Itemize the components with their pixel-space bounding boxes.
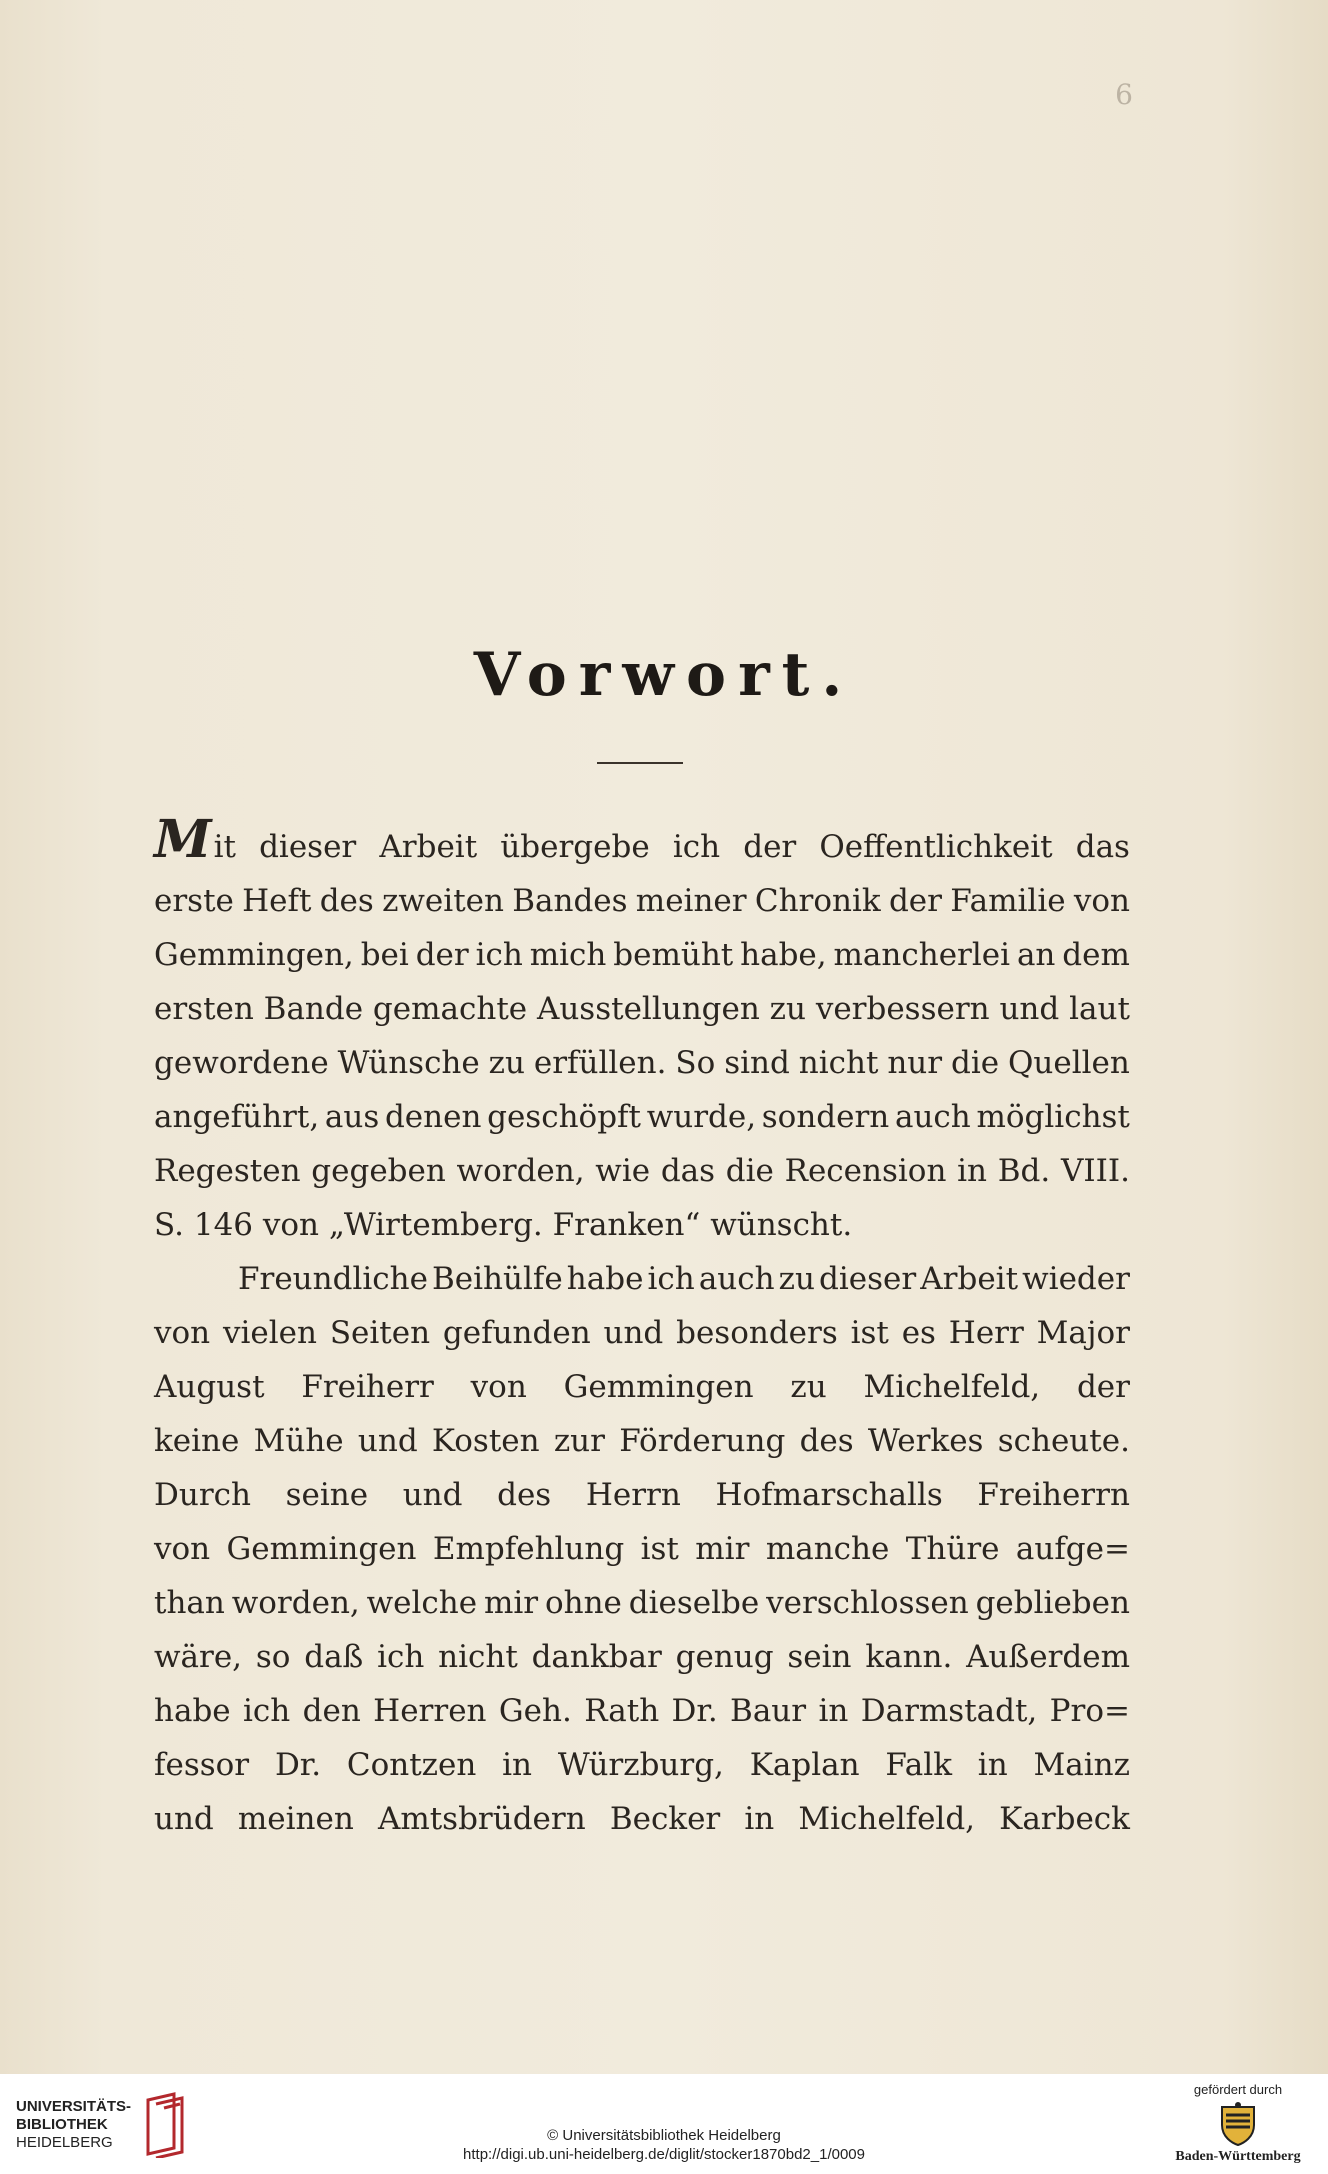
text-line xyxy=(154,1198,1130,1252)
text-line xyxy=(154,1252,1130,1306)
word: gegeben xyxy=(311,1153,446,1189)
word: und xyxy=(154,1801,214,1837)
text-line: Mit dieser Arbeit übergebe ich der Oeffentlichkeit das xyxy=(154,820,1130,874)
sponsor-name: Baden-Württemberg xyxy=(1175,2149,1301,2164)
word: wie xyxy=(595,1153,651,1189)
word: Freiherr xyxy=(301,1369,434,1405)
dropcap-letter: M xyxy=(154,809,212,870)
word: Thüre xyxy=(905,1531,1000,1567)
body-text xyxy=(154,809,1130,1846)
word: Heft xyxy=(242,883,312,919)
text-line xyxy=(154,874,1130,928)
line-text: S. 146 von „Wirtemberg. Franken“ wünscht. xyxy=(154,1207,853,1243)
copyright-text: © Universitätsbibliothek Heidelberg xyxy=(547,2127,781,2144)
word: Ausstellungen xyxy=(536,991,760,1027)
word: in xyxy=(502,1747,533,1783)
word: in xyxy=(957,1153,988,1189)
word: verbessern xyxy=(815,991,990,1027)
word: möglichst xyxy=(976,1099,1130,1135)
word: von xyxy=(470,1369,527,1405)
word: Gemmingen xyxy=(226,1531,417,1567)
word: dankbar xyxy=(531,1639,662,1675)
text-line xyxy=(154,1360,1130,1414)
line-text: it xyxy=(213,829,236,865)
word: mir xyxy=(483,1585,539,1621)
word: Darmstadt, xyxy=(860,1693,1038,1729)
word: Außerdem xyxy=(966,1639,1130,1675)
library-footer xyxy=(0,2074,1328,2174)
word: Gemmingen, xyxy=(154,937,354,973)
word: nicht xyxy=(438,1639,518,1675)
word: meiner xyxy=(635,883,747,919)
word: daß xyxy=(304,1639,364,1675)
word: der xyxy=(1076,1369,1130,1405)
word: Karbeck xyxy=(999,1801,1130,1837)
library-name-line2: BIBLIOTHEK xyxy=(16,2116,108,2133)
copyright-block xyxy=(0,2126,1328,2164)
word: Falk xyxy=(885,1747,952,1783)
word: Regesten xyxy=(154,1153,301,1189)
word: und xyxy=(402,1477,463,1513)
word: Familie xyxy=(950,883,1066,919)
word: und xyxy=(999,991,1060,1027)
word: Michelfeld, xyxy=(798,1801,976,1837)
word: Wünsche xyxy=(337,1045,480,1081)
word: nur xyxy=(887,1045,943,1081)
text-line xyxy=(154,1738,1130,1792)
word: geschöpft xyxy=(487,1099,641,1135)
permalink-url[interactable]: http://digi.ub.uni-heidelberg.de/diglit/stocker1870bd2_1/0009 xyxy=(463,2146,865,2163)
word: habe, xyxy=(740,937,827,973)
word: ich xyxy=(475,937,523,973)
word: Freundliche xyxy=(238,1261,428,1297)
word: auch xyxy=(894,1099,971,1135)
word: kann. xyxy=(865,1639,953,1675)
word: Michelfeld, xyxy=(863,1369,1041,1405)
word: zu xyxy=(790,1369,827,1405)
word: des xyxy=(799,1423,854,1459)
word: ist xyxy=(850,1315,889,1351)
library-name-line3: HEIDELBERG xyxy=(16,2134,113,2151)
word: habe xyxy=(566,1261,644,1297)
word: dieselbe xyxy=(628,1585,760,1621)
word: So xyxy=(675,1045,716,1081)
word: Mühe xyxy=(253,1423,344,1459)
word: bei xyxy=(360,937,409,973)
word: nicht xyxy=(798,1045,879,1081)
word: denen xyxy=(384,1099,482,1135)
word: des xyxy=(319,883,374,919)
text-line xyxy=(154,1036,1130,1090)
word: gewordene xyxy=(154,1045,329,1081)
word: than xyxy=(154,1585,225,1621)
word: ist xyxy=(640,1531,679,1567)
title-rule xyxy=(597,762,683,764)
word: Becker xyxy=(609,1801,721,1837)
word: Rath xyxy=(584,1693,660,1729)
word: Freiherrn xyxy=(977,1477,1130,1513)
word: Major xyxy=(1036,1315,1130,1351)
word: gefunden xyxy=(442,1315,591,1351)
word: zu xyxy=(769,991,806,1027)
word: Kosten xyxy=(431,1423,540,1459)
word: Bd. xyxy=(997,1153,1051,1189)
word: und xyxy=(603,1315,664,1351)
text-line xyxy=(154,1144,1130,1198)
word: Werkes xyxy=(867,1423,984,1459)
word: Dr. xyxy=(274,1747,322,1783)
word: Kaplan xyxy=(749,1747,860,1783)
word: Recension xyxy=(784,1153,947,1189)
word: das xyxy=(660,1153,716,1189)
word: den xyxy=(302,1693,361,1729)
word: ersten xyxy=(154,991,254,1027)
word: Herren xyxy=(373,1693,487,1729)
text-line xyxy=(154,1684,1130,1738)
word: Dr. xyxy=(671,1693,718,1729)
text-line xyxy=(154,928,1130,982)
word: worden, xyxy=(456,1153,585,1189)
word: sein xyxy=(787,1639,852,1675)
word: ich xyxy=(647,1261,695,1297)
word: der xyxy=(888,883,942,919)
word: vielen xyxy=(222,1315,317,1351)
word: manche xyxy=(765,1531,890,1567)
word: Würzburg, xyxy=(557,1747,724,1783)
word: verschlossen xyxy=(766,1585,969,1621)
word: besonders xyxy=(676,1315,838,1351)
word: laut xyxy=(1069,991,1130,1027)
word: zu xyxy=(488,1045,525,1081)
word: ich xyxy=(243,1693,291,1729)
word: dem xyxy=(1062,937,1130,973)
word: wäre, xyxy=(154,1639,243,1675)
word: Baur xyxy=(730,1693,807,1729)
word: Mainz xyxy=(1033,1747,1130,1783)
word: zu xyxy=(778,1261,815,1297)
sponsor-label: gefördert durch xyxy=(1193,2082,1283,2097)
word: Empfehlung xyxy=(432,1531,625,1567)
word: zur xyxy=(553,1423,605,1459)
word: Hofmarschalls xyxy=(715,1477,943,1513)
word: wurde, xyxy=(646,1099,757,1135)
word: der xyxy=(415,937,469,973)
text-line xyxy=(154,1576,1130,1630)
word: meinen xyxy=(237,1801,354,1837)
word: genug xyxy=(675,1639,774,1675)
word: sondern xyxy=(761,1099,890,1135)
word: die xyxy=(950,1045,1000,1081)
word: von xyxy=(154,1531,211,1567)
word: mich xyxy=(529,937,607,973)
library-name-line1: UNIVERSITÄTS- xyxy=(16,2098,132,2115)
word: erste xyxy=(154,883,234,919)
word: habe xyxy=(154,1693,231,1729)
word: des xyxy=(497,1477,552,1513)
word: in xyxy=(744,1801,775,1837)
word: Amtsbrüdern xyxy=(377,1801,586,1837)
word: Contzen xyxy=(346,1747,477,1783)
word: wieder xyxy=(1022,1261,1130,1297)
text-line xyxy=(154,1090,1130,1144)
word: Quellen xyxy=(1008,1045,1130,1081)
word: mir xyxy=(695,1531,750,1567)
text-line xyxy=(154,1522,1130,1576)
word: so xyxy=(255,1639,291,1675)
word: Arbeit xyxy=(920,1261,1019,1297)
word: Herrn xyxy=(585,1477,681,1513)
word: und xyxy=(357,1423,418,1459)
page-number: 6 xyxy=(1115,78,1133,111)
text-line xyxy=(154,1306,1130,1360)
word: zweiten xyxy=(382,883,504,919)
word: ohne xyxy=(544,1585,622,1621)
word: geblieben xyxy=(975,1585,1130,1621)
word: Bande xyxy=(263,991,364,1027)
word: Durch xyxy=(154,1477,251,1513)
word: aufge= xyxy=(1015,1531,1130,1567)
state-crest-icon xyxy=(1218,2101,1258,2147)
word: in xyxy=(818,1693,849,1729)
text-line xyxy=(154,1792,1130,1846)
word: in xyxy=(977,1747,1008,1783)
word: August xyxy=(154,1369,265,1405)
word: ich xyxy=(377,1639,425,1675)
word: auch xyxy=(698,1261,775,1297)
word: von xyxy=(1073,883,1130,919)
word: die xyxy=(725,1153,774,1189)
word: Förderung xyxy=(619,1423,786,1459)
text-line xyxy=(154,1414,1130,1468)
word: keine xyxy=(154,1423,240,1459)
word: Herr xyxy=(948,1315,1024,1351)
word: welche xyxy=(366,1585,478,1621)
text-line xyxy=(154,982,1130,1036)
word: Bandes xyxy=(512,883,628,919)
word: scheute. xyxy=(997,1423,1130,1459)
word: mancherlei xyxy=(833,937,1011,973)
word: worden, xyxy=(231,1585,360,1621)
word: gemachte xyxy=(372,991,528,1027)
word: bemüht xyxy=(613,937,734,973)
word: seine xyxy=(285,1477,369,1513)
word: fessor xyxy=(154,1747,250,1783)
text-line xyxy=(154,1468,1130,1522)
word: angeführt, xyxy=(154,1099,320,1135)
word: erfüllen. xyxy=(533,1045,667,1081)
word: Beihülfe xyxy=(432,1261,563,1297)
word: aus xyxy=(324,1099,380,1135)
word: VIII. xyxy=(1060,1153,1130,1189)
word: Seiten xyxy=(329,1315,431,1351)
word: es xyxy=(901,1315,936,1351)
text-line xyxy=(154,1630,1130,1684)
word: Pro= xyxy=(1049,1693,1130,1729)
word: von xyxy=(154,1315,211,1351)
sponsor-block xyxy=(1168,2082,1308,2165)
page-title: Vorwort. xyxy=(473,640,855,710)
word: sind xyxy=(724,1045,790,1081)
word: Geh. xyxy=(498,1693,572,1729)
word: dieser xyxy=(819,1261,917,1297)
word: Gemmingen xyxy=(563,1369,754,1405)
word: an xyxy=(1016,937,1056,973)
word: Chronik xyxy=(754,883,881,919)
